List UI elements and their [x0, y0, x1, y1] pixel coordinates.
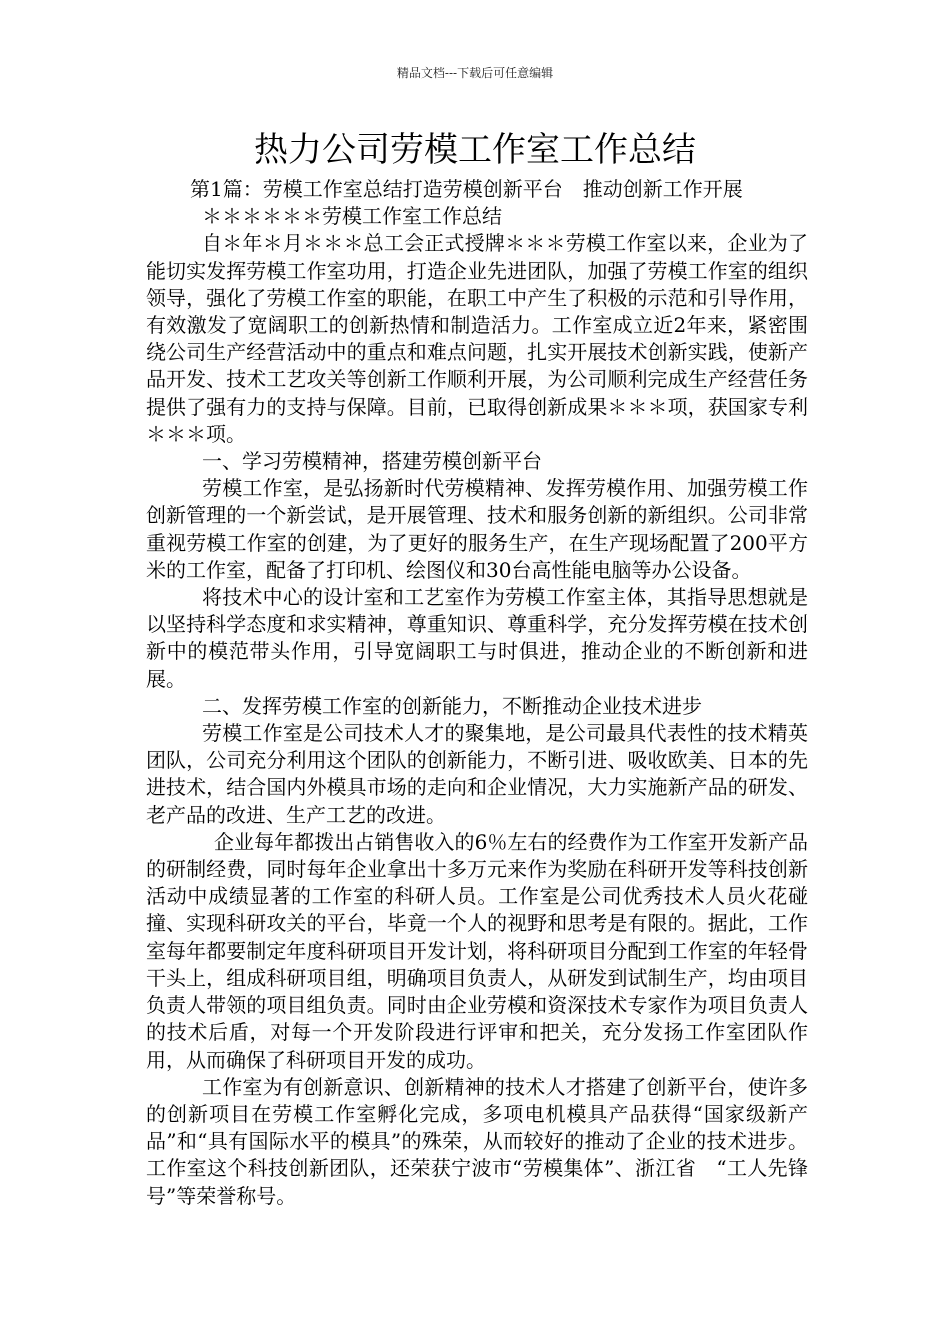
paragraph-2: 将技术中心的设计室和工艺室作为劳模工作室主体，其指导思想就是以坚持科学态度和求实精神，尊重知识、尊重科学，充分发挥劳模在技术创新中的模范带头作用，引导宽阔职工与时俱进，推动企业的不断创新和进展。 [146, 585, 808, 691]
paragraph-4: 企业每年都拨出占销售收入的6％左右的经费作为工作室开发新产品的研制经费，同时每年企业拿出十多万元来作为奖励在科研开发等科技创新活动中成绩显著的工作室的科研人员。工作室是公司优秀技术人员火花碰撞、实现科研攻关的平台，毕竟一个人的视野和思考是有限的。据此，工作室每年都要制定年度科研项目开发计划，将科研项目分配到工作室的年轻骨干头上，组成科研项目组，明确项目负责人，从研发到试制生产，均由项目负责人带领的项目组负责。同时由企业劳模和资深技术专家作为项目负责人的技术后盾，对每一个开发阶段进行评审和把关，充分发扬工作室团队作用，从而确保了科研项目开发的成功。 [146, 829, 808, 1072]
section-heading-1: 一、学习劳模精神，搭建劳模创新平台 [202, 449, 542, 474]
paragraph-3: 劳模工作室是公司技术人才的聚集地，是公司最具代表性的技术精英团队，公司充分利用这个团队的创新能力，不断引进、吸收欧美、日本的先进技术，结合国内外模具市场的走向和企业情况，大力实施新产品的研发、老产品的改进、生产工艺的改进。 [146, 721, 808, 827]
subtitle-line: ＊＊＊＊＊＊劳模工作室工作总结 [202, 204, 502, 229]
paragraph-intro: 自＊年＊月＊＊＊总工会正式授牌＊＊＊劳模工作室以来，企业为了能切实发挥劳模工作室功用，打造企业先进团队，加强了劳模工作室的组织领导，强化了劳模工作室的职能，在职工中产生了积极的示范和引导作用，有效激发了宽阔职工的创新热情和制造活力。工作室成立近2年来，紧密围绕公司生产经营活动中的重点和难点问题，扎实开展技术创新实践，使新产品开发、技术工艺攻关等创新工作顺利开展，为公司顺利完成生产经营任务提供了强有力的支持与保障。目前，已取得创新成果＊＊＊项，获国家专利＊＊＊项。 [146, 231, 808, 446]
paragraph-1: 劳模工作室，是弘扬新时代劳模精神、发挥劳模作用、加强劳模工作创新管理的一个新尝试，是开展管理、技术和服务创新的新组织。公司非常重视劳模工作室的创建，为了更好的服务生产，在生产现场配置了200平方米的工作室，配备了打印机、绘图仪和30台高性能电脑等办公设备。 [146, 476, 808, 582]
section-heading-2: 二、发挥劳模工作室的创新能力，不断推动企业技术进步 [202, 693, 702, 718]
paragraph-5: 工作室为有创新意识、创新精神的技术人才搭建了创新平台，使许多的创新项目在劳模工作室孵化完成，多项电机模具产品获得“国家级新产品”和“具有国际水平的模具”的殊荣，从而较好的推动了企业的技术进步。工作室这个科技创新团队，还荣获宁波市“劳模集体”、浙江省 “工人先锋号”等荣誉称号。 [146, 1074, 808, 1208]
document-body [146, 176, 808, 1210]
article-heading: 第1篇：劳模工作室总结打造劳模创新平台 推动创新工作开展 [190, 177, 743, 201]
page-title: 热力公司劳模工作室工作总结 [254, 130, 696, 170]
header-note: 精品文档---下载后可任意编辑 [396, 66, 554, 80]
